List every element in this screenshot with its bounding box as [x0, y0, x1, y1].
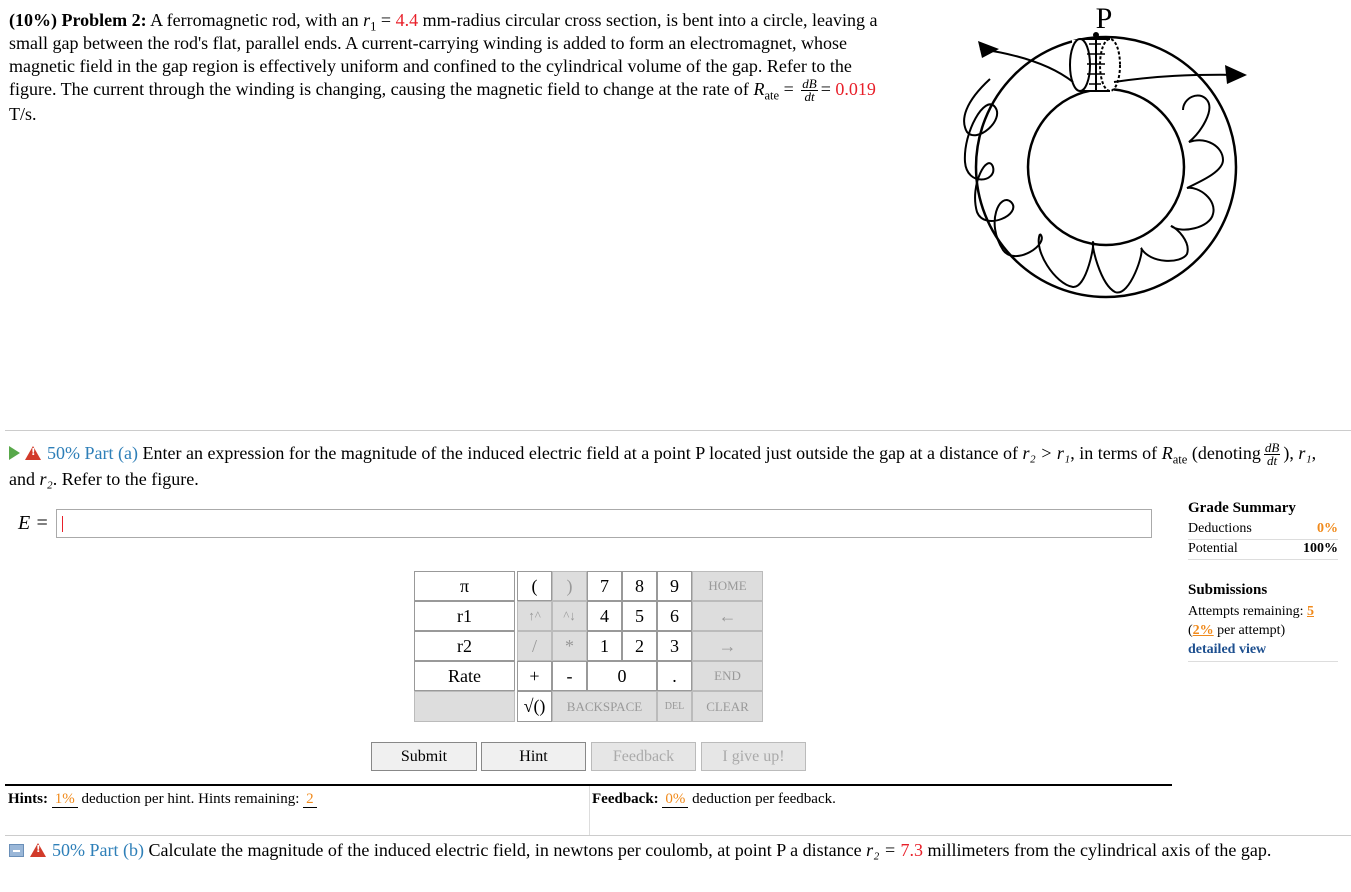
expand-arrow-icon[interactable]: [9, 446, 20, 460]
warning-icon: [30, 843, 46, 857]
key-superscript-up[interactable]: ↑^: [517, 601, 552, 631]
key-backspace[interactable]: BACKSPACE: [552, 691, 657, 722]
part-a-condition: r₂ > r₁: [1022, 443, 1071, 463]
part-a-r1: r₁: [1298, 443, 1312, 463]
key-8[interactable]: 8: [622, 571, 657, 601]
key-1[interactable]: 1: [587, 631, 622, 661]
key-end[interactable]: END: [692, 661, 763, 691]
hints-feedback-bar: [5, 784, 1172, 836]
answer-label: E =: [18, 512, 49, 534]
key-r2[interactable]: r2: [414, 631, 515, 661]
detailed-view-link[interactable]: detailed view: [1188, 640, 1338, 662]
hint-button[interactable]: Hint: [481, 742, 586, 771]
hints-info: Hints: 1% deduction per hint. Hints remaining: 2: [8, 791, 317, 808]
bar-divider: [589, 786, 590, 836]
toroid-inner-circle: [1028, 89, 1184, 245]
key-superscript-down[interactable]: ^↓: [552, 601, 587, 631]
key-4[interactable]: 4: [587, 601, 622, 631]
key-5[interactable]: 5: [622, 601, 657, 631]
give-up-button[interactable]: I give up!: [701, 742, 806, 771]
point-p-label: P: [1095, 2, 1113, 35]
feedback-info: Feedback: 0% deduction per feedback.: [592, 791, 836, 807]
key-sqrt[interactable]: √(): [517, 691, 552, 722]
part-a-text-3: ),: [1283, 443, 1294, 463]
key-6[interactable]: 6: [657, 601, 692, 631]
key-divide[interactable]: /: [517, 631, 552, 661]
part-a-text-1: Enter an expression for the magnitude of the induced electric field at a point P located just outside the gap at a distance of: [142, 443, 1019, 463]
key-2[interactable]: 2: [622, 631, 657, 661]
part-b-label[interactable]: 50% Part (b): [52, 840, 144, 860]
grade-summary: [1188, 500, 1338, 662]
part-a-label: 50% Part (a): [47, 443, 138, 463]
key-minus[interactable]: -: [552, 661, 587, 691]
attempts-remaining: Attempts remaining: 5: [1188, 604, 1314, 619]
per-attempt: (2% per attempt): [1188, 623, 1286, 638]
part-b-r2: r₂ =: [866, 840, 897, 860]
hint-deduction: 1%: [52, 791, 78, 808]
key-home[interactable]: HOME: [692, 571, 763, 601]
key-plus[interactable]: +: [517, 661, 552, 691]
part-a-text-2: , in terms of: [1070, 443, 1158, 463]
key-0[interactable]: 0: [587, 661, 657, 691]
problem-text-a: A ferromagnetic rod, with an: [150, 10, 359, 30]
rate-value: 0.019: [835, 79, 876, 99]
deductions-row: Deductions 0%: [1188, 520, 1338, 540]
key-multiply[interactable]: *: [552, 631, 587, 661]
part-b-text-1: Calculate the magnitude of the induced electric field, in newtons per coulomb, at point P a distance: [148, 840, 862, 860]
key-decimal[interactable]: .: [657, 661, 692, 691]
part-a-fraction: $\frac{dB}{dt}$: [1264, 440, 1280, 469]
rate-unit: T/s.: [9, 104, 37, 125]
part-a-r2: r₂: [39, 469, 53, 490]
equation-keypad: [414, 571, 763, 722]
submit-button[interactable]: Submit: [371, 742, 477, 771]
collapse-icon[interactable]: [9, 844, 24, 857]
submissions-title: Submissions: [1188, 582, 1268, 598]
key-clear[interactable]: CLEAR: [692, 691, 763, 722]
problem-weight: (10%): [9, 10, 57, 30]
feedback-deduction: 0%: [662, 791, 688, 808]
problem-statement: (10%) Problem 2: A ferromagnetic rod, with an $r_1 = 4.4$ mm-radius circular cross section, is bent into a circle, leaving a small gap between the rod's flat, parallel ends. A current-carrying winding is added to form an electromagnet, whose magnetic field in the gap region is effectively uniform and confined to the cylindrical volume of the gap. Refer to the figure. The current through the winding is changing, causing the magnetic field to change at the rate of $R_{ate}$ = $\frac{dB}{dt}$ = 0.019 T/s.: [9, 10, 878, 125]
potential-row: Potential 100%: [1188, 540, 1338, 560]
dbdt-fraction: $\frac{dB}{dt}$: [802, 76, 817, 105]
part-a-denoting: (denoting: [1191, 443, 1261, 463]
warning-icon: [25, 446, 41, 460]
key-3[interactable]: 3: [657, 631, 692, 661]
part-b-text-2: millimeters from the cylindrical axis of the gap.: [927, 840, 1272, 860]
key-left-arrow[interactable]: ←: [692, 601, 763, 631]
part-a-text-5: . Refer to the figure.: [52, 469, 199, 490]
key-open-paren[interactable]: (: [517, 571, 552, 601]
hints-remaining: 2: [303, 791, 317, 808]
part-a-text-4: , and: [9, 443, 1317, 490]
key-r1[interactable]: r1: [414, 601, 515, 631]
answer-input[interactable]: [56, 509, 1152, 538]
r1-symbol: $r_1$: [363, 10, 377, 34]
gap-cylinder: [1070, 32, 1120, 92]
part-a-prompt: [9, 441, 1344, 492]
problem-text-b: -radius circular cross section, is bent into a circle, leaving a small gap between the rod's flat, parallel ends. A current-carrying winding is added to form an electromagnet, whose magnetic field in the gap region is effectively uniform and confined to the cylindrical volume of the gap. Refer to the figure. The current through the winding is changing, causing the magnetic field to change at the rate of: [9, 10, 878, 99]
part-b-divider: [5, 835, 1351, 836]
r1-value: 4.4: [395, 10, 419, 30]
r1-unit: mm: [422, 10, 451, 30]
part-b-r2-value: 7.3: [900, 840, 924, 860]
key-7[interactable]: 7: [587, 571, 622, 601]
problem-title: Problem 2:: [61, 10, 147, 30]
rate-symbol: $R_{ate}$: [753, 79, 780, 103]
feedback-button[interactable]: Feedback: [591, 742, 696, 771]
key-rate[interactable]: Rate: [414, 661, 515, 691]
key-9[interactable]: 9: [657, 571, 692, 601]
key-blank: [414, 691, 515, 722]
part-b-prompt: [9, 838, 1349, 862]
toroid-figure: [955, 2, 1255, 302]
grade-summary-title: Grade Summary: [1188, 500, 1296, 516]
key-close-paren[interactable]: ): [552, 571, 587, 601]
key-del[interactable]: DEL: [657, 691, 692, 722]
part-a-rate-symbol: $R_{ate}$: [1161, 443, 1188, 467]
key-right-arrow[interactable]: →: [692, 631, 763, 661]
key-pi[interactable]: π: [414, 571, 515, 601]
section-divider: [5, 430, 1351, 431]
